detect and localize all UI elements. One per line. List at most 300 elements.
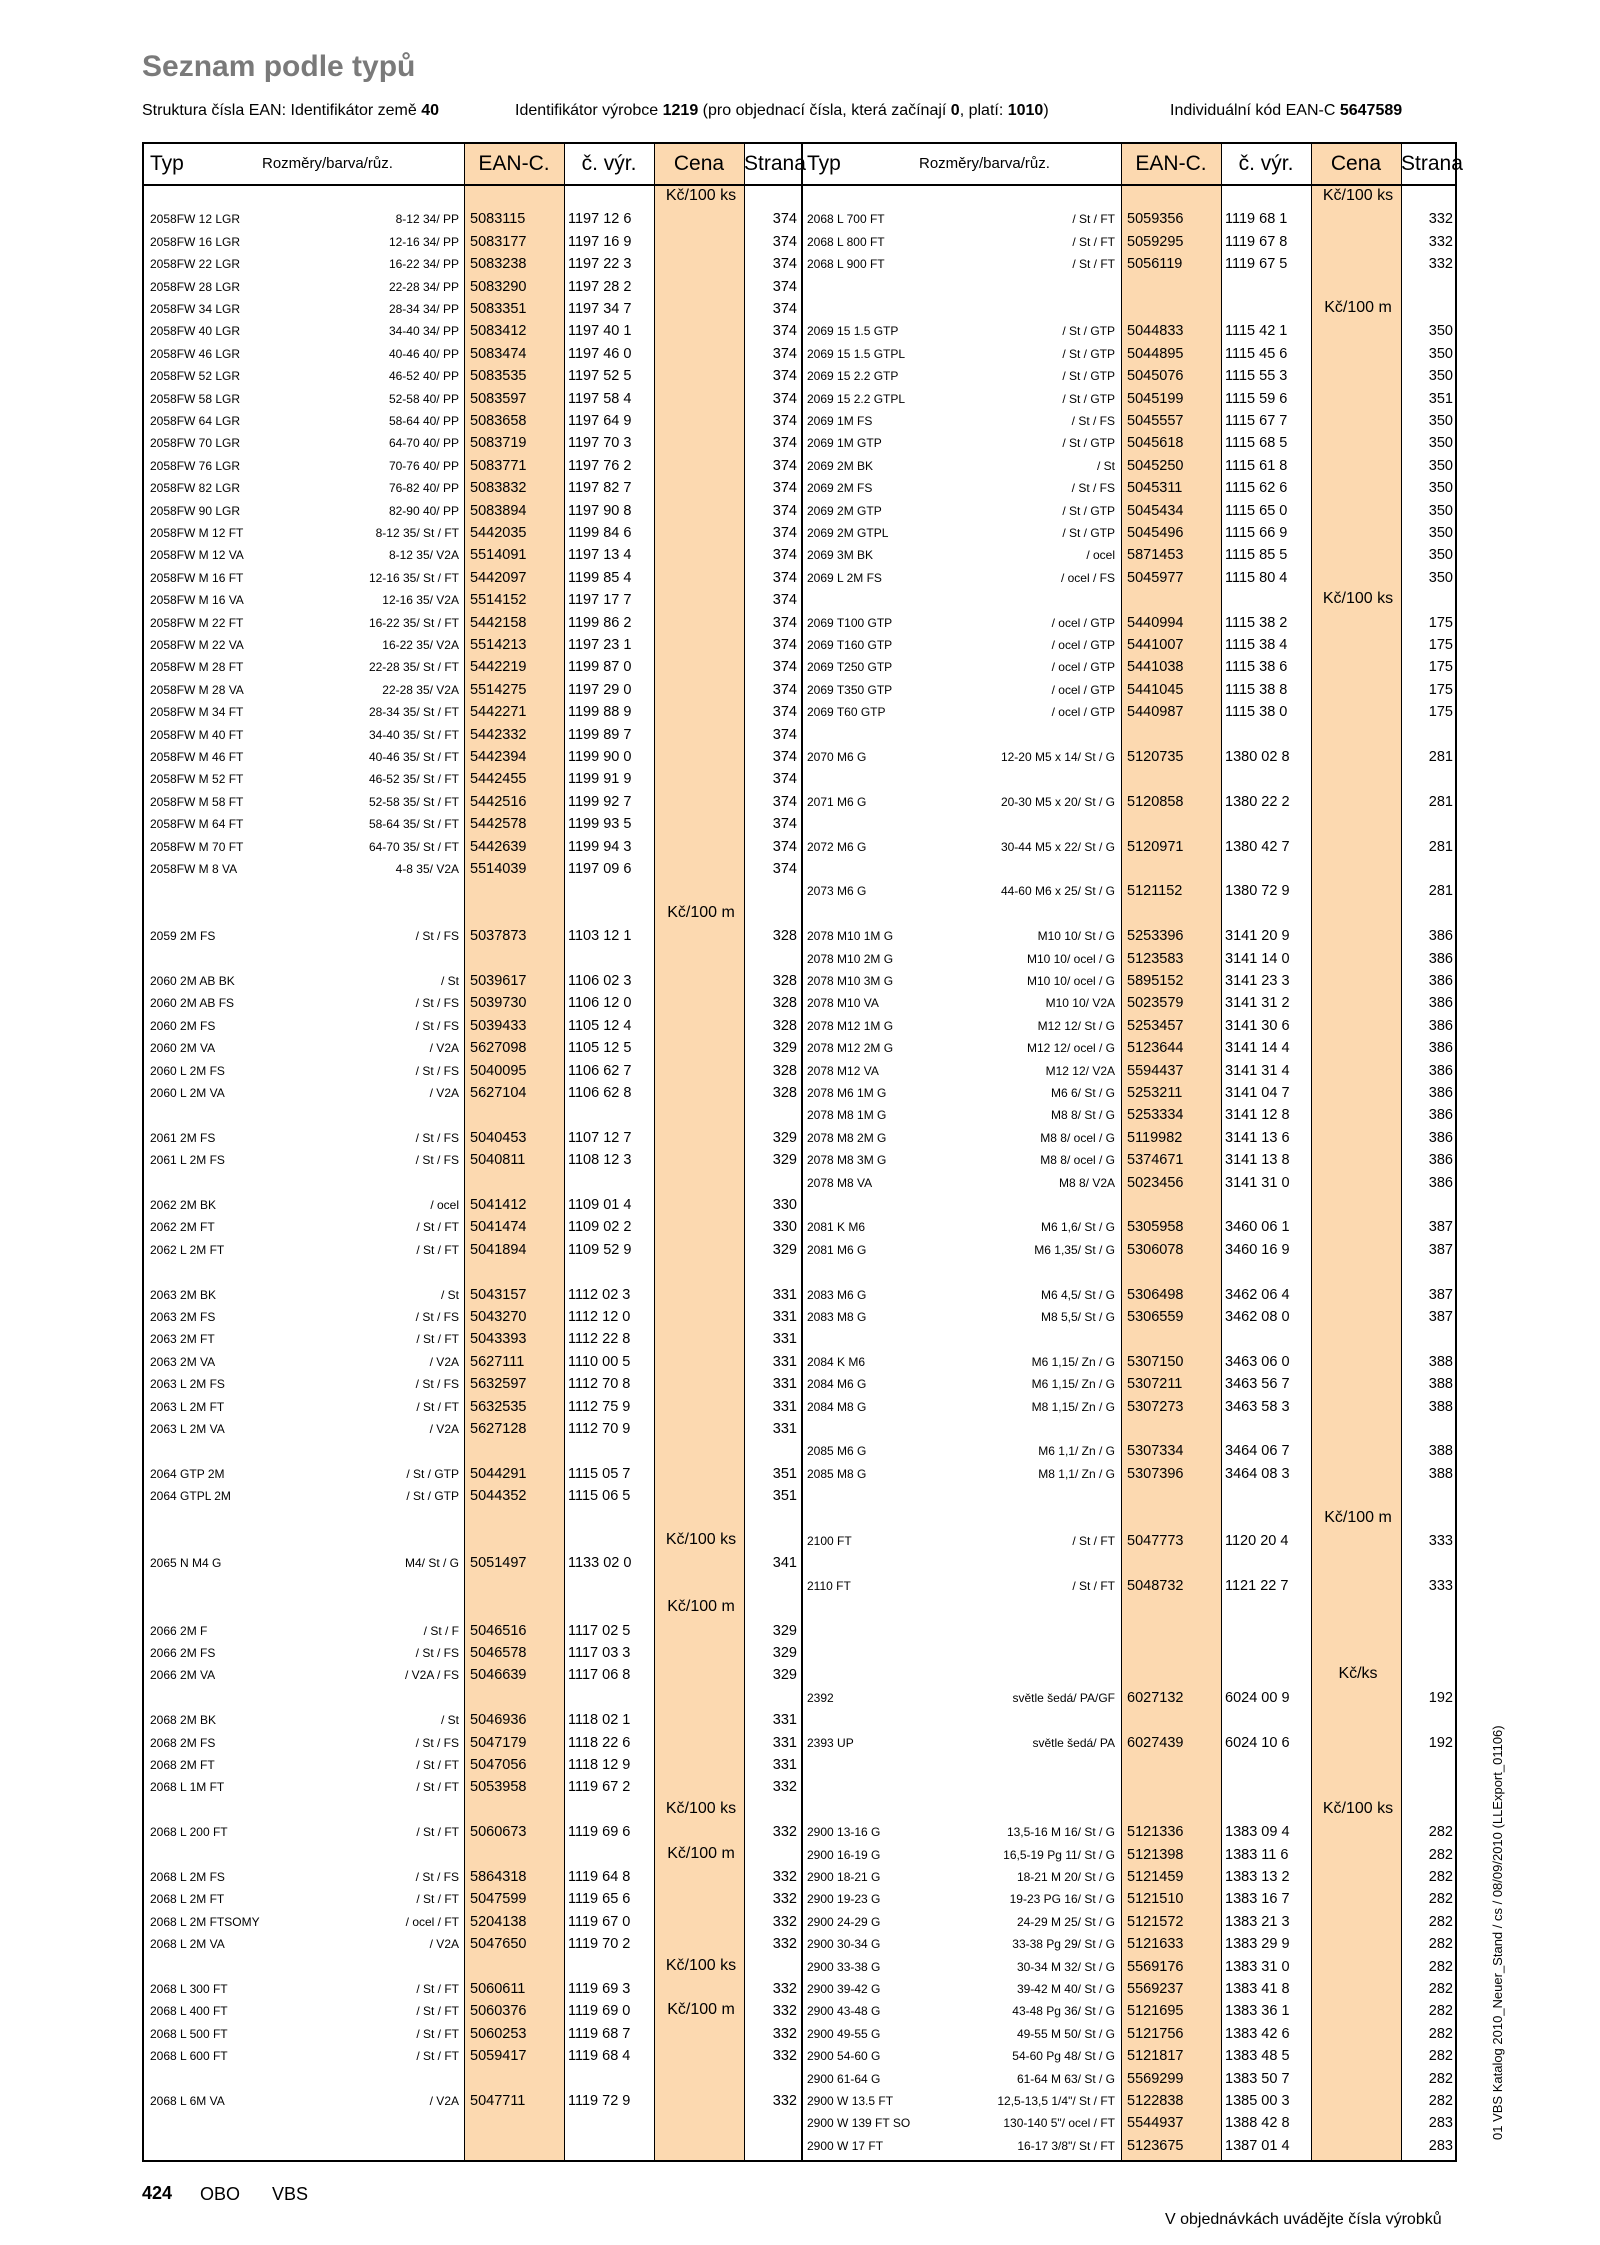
product-dimensions: / St / FT [1072, 1534, 1115, 1548]
table-row [144, 724, 801, 746]
ean-code: 5053958 [470, 1779, 527, 1796]
product-dimensions: / V2A [429, 1937, 459, 1952]
manufacturer-prefix: 0 [950, 102, 960, 119]
product-dimensions: / ocel / FS [1060, 570, 1115, 585]
table-row [144, 701, 801, 723]
table-row [801, 432, 1457, 454]
product-type: 2063 2M FS [150, 1310, 216, 1324]
ean-code: 5083719 [470, 435, 527, 452]
catalog-page: 374 [772, 771, 797, 788]
product-number: 1197 23 1 [568, 637, 632, 653]
product-number: 1119 68 1 [1225, 211, 1288, 228]
product-number: 1199 89 7 [568, 726, 632, 743]
product-type: 2065 N M4 G [150, 1556, 222, 1571]
product-number: 3141 23 3 [1225, 973, 1290, 989]
catalog-page: 374 [772, 861, 797, 877]
product-dimensions: M12 12/ ocel / G [1026, 1041, 1115, 1056]
product-dimensions: 16-22 35/ V2A [382, 638, 459, 652]
ean-code: 5307211 [1127, 1376, 1183, 1393]
product-type: 2058FW 16 LGR [150, 234, 241, 249]
catalog-page: 331 [772, 1421, 797, 1437]
table-row [801, 1687, 1457, 1709]
product-number: 3141 04 7 [1225, 1085, 1290, 1101]
table-header [801, 144, 1463, 186]
product-number: 1197 13 4 [568, 547, 632, 564]
ean-code: 5306559 [1127, 1309, 1184, 1325]
product-dimensions: M10 10/ ocel / G [1026, 974, 1115, 988]
catalog-page: 388 [1428, 1398, 1453, 1415]
table-right-half [801, 144, 1463, 2160]
product-dimensions: 39-42 M 40/ St / G [1016, 1982, 1115, 1996]
table-row [801, 1911, 1457, 1933]
table-row [801, 2045, 1457, 2067]
product-dimensions: 28-34 34/ PP [388, 302, 459, 316]
catalog-page: 283 [1428, 2137, 1453, 2154]
product-number: 1117 02 5 [568, 1622, 631, 1639]
ean-code: 5043157 [470, 1286, 527, 1303]
catalog-page: 282 [1428, 1824, 1453, 1841]
table-row [144, 1709, 801, 1731]
table-row [144, 1216, 801, 1238]
table-row [801, 1127, 1457, 1149]
product-type: 2069 T250 GTP [807, 660, 893, 675]
table-row [144, 544, 801, 566]
catalog-page: 350 [1428, 368, 1453, 385]
ean-code: 5047056 [470, 1757, 527, 1773]
product-type: 2069 2M GTP [807, 503, 882, 518]
product-dimensions: 13,5-16 M 16/ St / G [1006, 1825, 1115, 1840]
product-dimensions: / St / FS [415, 1377, 459, 1392]
ean-code: 5120971 [1127, 838, 1184, 855]
product-type: 2069 2M BK [807, 458, 874, 473]
table-row [144, 455, 801, 477]
product-dimensions: světle šedá/ PA [1032, 1735, 1115, 1750]
table-row [801, 2090, 1457, 2112]
product-dimensions: 130-140 5"/ ocel / FT [1003, 2116, 1115, 2131]
table-row [144, 1620, 801, 1642]
table-row [144, 1664, 801, 1686]
table-row [144, 343, 801, 365]
ean-code: 5627098 [470, 1040, 527, 1057]
product-number: 1103 12 1 [568, 928, 632, 945]
table-row [801, 656, 1457, 678]
product-number: 1106 62 8 [568, 1085, 632, 1101]
catalog-page: 331 [772, 1331, 797, 1348]
product-type: 2900 39-42 G [807, 1982, 881, 1996]
ean-code: 5895152 [1127, 973, 1184, 989]
product-type: 2900 W 17 FT [807, 2138, 884, 2153]
product-number: 1197 09 6 [568, 861, 632, 877]
product-number: 1115 59 6 [1225, 390, 1288, 407]
table-row [144, 500, 801, 522]
catalog-page: 387 [1428, 1241, 1453, 1258]
ean-code: 5039617 [470, 973, 527, 989]
product-type: 2078 M12 1M G [807, 1018, 894, 1033]
ean-code: 5045557 [1127, 413, 1184, 429]
catalog-page: 332 [772, 1891, 797, 1908]
table-row [801, 343, 1457, 365]
catalog-page: 386 [1428, 950, 1453, 967]
product-dimensions: 76-82 40/ PP [388, 481, 459, 496]
ean-code: 5044291 [470, 1465, 527, 1482]
table-row [801, 410, 1457, 432]
catalog-page: 374 [772, 749, 797, 765]
header-page: Strana [1401, 152, 1463, 175]
table-row [144, 1821, 801, 1843]
product-dimensions: 12,5-13,5 1/4"/ St / FT [997, 2094, 1115, 2108]
product-dimensions: 40-46 40/ PP [388, 346, 459, 361]
product-number: 1119 68 4 [568, 2048, 631, 2065]
table-left-half [144, 144, 806, 2160]
table-row [144, 1037, 801, 1059]
table-row [801, 1888, 1457, 1910]
ean-code: 5441007 [1127, 637, 1184, 653]
catalog-page: 332 [772, 1869, 797, 1885]
product-dimensions: / St / FS [415, 1153, 459, 1168]
catalog-page: 374 [772, 301, 797, 317]
ean-code: 5544937 [1127, 2115, 1184, 2132]
product-dimensions: 16-22 35/ St / FT [368, 615, 459, 630]
ean-code: 5123644 [1127, 1040, 1184, 1057]
product-dimensions: / St / GTP [1062, 369, 1115, 384]
catalog-page: 328 [772, 973, 797, 989]
product-type: 2069 15 2.2 GTPL [807, 391, 906, 406]
product-number: 3141 13 8 [1225, 1152, 1290, 1169]
product-type: 2083 M6 G [807, 1287, 867, 1302]
table-row [144, 656, 801, 678]
table-row [144, 388, 801, 410]
product-dimensions: 46-52 40/ PP [388, 369, 459, 384]
catalog-page: 387 [1428, 1286, 1453, 1303]
product-dimensions: 44-60 M6 x 25/ St / G [1000, 884, 1115, 899]
catalog-page: 374 [772, 368, 797, 385]
ean-code: 5121695 [1127, 2003, 1184, 2020]
product-number: 1117 06 8 [568, 1667, 631, 1684]
ean-code: 5047599 [470, 1891, 527, 1908]
catalog-page: 329 [772, 1622, 797, 1639]
header-typ: Typ [807, 152, 841, 175]
product-number: 3462 06 4 [1225, 1286, 1290, 1303]
product-type: 2069 L 2M FS [807, 570, 882, 585]
product-type: 2069 T350 GTP [807, 682, 893, 697]
product-type: 2064 GTPL 2M [150, 1489, 231, 1504]
product-type: 2900 18-21 G [807, 1870, 881, 1884]
table-row [144, 970, 801, 992]
table-row [144, 1776, 801, 1798]
product-number: 3141 14 0 [1225, 950, 1290, 967]
table-row [801, 253, 1457, 275]
catalog-page: 386 [1428, 1085, 1453, 1101]
product-dimensions: / ocel / GTP [1051, 615, 1115, 630]
product-number: 1197 52 5 [568, 368, 632, 385]
product-type: 2060 2M VA [150, 1041, 216, 1056]
product-type: 2058FW 64 LGR [150, 414, 241, 428]
catalog-page: 386 [1428, 928, 1453, 945]
product-number: 1118 02 1 [568, 1712, 631, 1729]
product-dimensions: 82-90 40/ PP [388, 503, 459, 518]
product-type: 2084 M8 G [807, 1399, 867, 1414]
header-dimensions: Rozměry/barva/růz. [919, 155, 1050, 172]
catalog-page: 386 [1428, 1107, 1453, 1124]
catalog-page: 374 [772, 704, 797, 721]
catalog-page: 374 [772, 480, 797, 497]
product-type: 2069 15 2.2 GTP [807, 369, 899, 384]
catalog-page: 331 [772, 1309, 797, 1325]
catalog-page: 388 [1428, 1353, 1453, 1370]
catalog-page: 329 [772, 1040, 797, 1057]
catalog-page: 386 [1428, 1152, 1453, 1169]
product-type: 2078 M8 3M G [807, 1153, 887, 1168]
product-dimensions: M6 1,6/ St / G [1040, 1220, 1115, 1235]
ean-code: 5442639 [470, 838, 527, 855]
table-row [144, 589, 801, 611]
product-type: 2063 L 2M FS [150, 1377, 225, 1392]
header-price: Cena [1330, 152, 1382, 175]
table-row [801, 2023, 1457, 2045]
product-type: 2068 L 6M VA [150, 2094, 225, 2108]
product-type: 2058FW M 34 FT [150, 705, 244, 720]
table-row [801, 1351, 1457, 1373]
ean-code: 5047711 [470, 2093, 526, 2109]
product-type: 2069 T160 GTP [807, 638, 893, 652]
product-number: 1197 58 4 [568, 390, 632, 407]
product-dimensions: / St / FT [1072, 234, 1115, 249]
product-number: 1388 42 8 [1225, 2115, 1290, 2132]
ean-code: 5632597 [470, 1376, 527, 1393]
ean-code: 5040811 [470, 1152, 526, 1169]
ean-code: 5056119 [1127, 256, 1183, 273]
product-type: 2058FW M 58 FT [150, 794, 244, 809]
product-number: 1115 05 7 [568, 1465, 631, 1482]
table-row [801, 1037, 1457, 1059]
catalog-page: 332 [772, 1913, 797, 1930]
catalog-page: 282 [1428, 2070, 1453, 2087]
product-number: 1383 36 1 [1225, 2003, 1290, 2020]
manufacturer-note: (pro objednací čísla, která začínají [698, 102, 951, 119]
product-type: 2058FW 90 LGR [150, 503, 241, 518]
product-type: 2058FW 12 LGR [150, 212, 241, 227]
page-number: 424 [142, 2183, 173, 2203]
product-type: 2900 30-34 G [807, 1937, 881, 1952]
product-type: 2069 T100 GTP [807, 615, 893, 630]
ean-code: 5307273 [1127, 1398, 1184, 1415]
ean-code: 5045618 [1127, 435, 1184, 452]
product-dimensions: 12-16 35/ St / FT [368, 570, 459, 585]
product-number: 1199 88 9 [568, 704, 632, 721]
product-dimensions: / St [1096, 458, 1115, 473]
ean-code: 5569299 [1127, 2070, 1184, 2087]
ean-code: 5627111 [470, 1353, 525, 1370]
product-number: 3141 31 2 [1225, 995, 1290, 1012]
ean-code: 5083351 [470, 301, 527, 317]
product-number: 1115 61 8 [1225, 457, 1288, 474]
product-type: 2058FW 82 LGR [150, 481, 241, 496]
catalog-page: 350 [1428, 413, 1453, 429]
manufacturer-code2: 1010 [1007, 102, 1044, 119]
catalog-page: 332 [1428, 256, 1453, 273]
product-type: 2900 13-16 G [807, 1825, 881, 1840]
product-type: 2069 3M BK [807, 548, 874, 563]
table-row [144, 1978, 801, 2000]
product-dimensions: 52-58 35/ St / FT [368, 794, 459, 809]
header-ean: EAN-C. [478, 152, 550, 175]
product-type: 2085 M6 G [807, 1444, 867, 1459]
catalog-page: 374 [772, 681, 797, 698]
product-dimensions: / St / FS [415, 1018, 459, 1033]
product-number: 1197 34 7 [568, 301, 632, 317]
catalog-page: 387 [1428, 1219, 1453, 1236]
table-row [144, 791, 801, 813]
product-dimensions: / St / FS [1071, 481, 1115, 496]
product-dimensions: M6 1,15/ Zn / G [1031, 1354, 1115, 1369]
product-type: 2058FW M 8 VA [150, 862, 238, 876]
product-type: 2062 2M FT [150, 1220, 215, 1235]
product-number: 3141 12 8 [1225, 1107, 1290, 1124]
ean-code: 5121459 [1127, 1869, 1184, 1885]
ean-code: 5569237 [1127, 1981, 1184, 1997]
catalog-page: 374 [772, 345, 797, 362]
catalog-page: 331 [772, 1376, 797, 1393]
ean-code: 5060611 [470, 1981, 526, 1997]
ean-code: 5374671 [1127, 1152, 1184, 1169]
ean-code: 5120735 [1127, 749, 1184, 765]
ean-code: 5046516 [470, 1622, 527, 1639]
header-ean: EAN-C. [1135, 152, 1207, 175]
product-dimensions: / V2A [429, 1041, 459, 1056]
product-type: 2068 L 2M FS [150, 1870, 225, 1884]
product-number: 1115 67 7 [1225, 413, 1288, 429]
table-row [801, 1172, 1457, 1194]
catalog-page: 351 [1428, 390, 1453, 407]
catalog-page: 374 [772, 592, 797, 609]
catalog-page: 332 [772, 1936, 797, 1953]
product-number: 1387 01 4 [1225, 2137, 1290, 2154]
product-number: 1119 67 8 [1225, 233, 1288, 250]
catalog-page: 332 [772, 1779, 797, 1796]
ean-code: 5043270 [470, 1309, 527, 1325]
ean-code: 5047773 [1127, 1533, 1184, 1549]
product-type: 2060 2M AB FS [150, 996, 235, 1011]
product-type: 2068 L 800 FT [807, 234, 885, 249]
price-unit-label: Kč/100 ks [665, 187, 737, 204]
product-number: 1119 64 8 [568, 1869, 631, 1885]
ean-code: 5121510 [1127, 1891, 1184, 1908]
catalog-page: 341 [772, 1555, 797, 1572]
catalog-page: 350 [1428, 435, 1453, 452]
product-type: 2900 W 139 FT SO [807, 2116, 911, 2131]
product-type: 2063 L 2M FT [150, 1399, 225, 1414]
product-dimensions: 8-12 34/ PP [395, 212, 459, 227]
product-dimensions: / V2A [429, 1354, 459, 1369]
ean-code: 5121572 [1127, 1913, 1184, 1930]
product-number: 3464 06 7 [1225, 1443, 1290, 1460]
product-type: 2064 GTP 2M [150, 1466, 225, 1481]
product-dimensions: / St [440, 974, 459, 988]
catalog-page: 374 [772, 637, 797, 653]
product-number: 1106 02 3 [568, 973, 632, 989]
product-dimensions: / ocel / GTP [1051, 660, 1115, 675]
ean-code: 5083832 [470, 480, 527, 497]
product-number: 3141 13 6 [1225, 1129, 1290, 1146]
table-row [801, 2068, 1457, 2090]
ean-code: 5045250 [1127, 457, 1184, 474]
product-number: 1383 41 8 [1225, 1981, 1290, 1997]
country-label: Struktura čísla EAN: Identifikátor země [142, 102, 422, 119]
product-number: 1108 12 3 [568, 1152, 632, 1169]
product-number: 1199 87 0 [568, 659, 632, 676]
ean-code: 5871453 [1127, 547, 1184, 564]
table-row [144, 634, 801, 656]
product-type: 2066 2M F [150, 1623, 208, 1638]
catalog-page: 374 [772, 413, 797, 429]
product-dimensions: 20-30 M5 x 20/ St / G [1000, 794, 1115, 809]
table-row [801, 1216, 1457, 1238]
country-code: 40 [421, 102, 440, 119]
product-dimensions: 58-64 40/ PP [388, 414, 459, 428]
product-dimensions: / St / FT [416, 1399, 459, 1414]
product-number: 1115 38 8 [1225, 681, 1288, 698]
catalog-page: 388 [1428, 1465, 1453, 1482]
ean-code: 5253211 [1127, 1085, 1183, 1101]
product-number: 1105 12 5 [568, 1040, 632, 1057]
product-type: 2068 L 2M FTSOMY [150, 1914, 260, 1929]
product-type: 2900 49-55 G [807, 2026, 881, 2041]
catalog-page: 328 [772, 1062, 797, 1079]
table-row [144, 813, 801, 835]
ean-code: 5442516 [470, 793, 527, 810]
product-type: 2061 L 2M FS [150, 1153, 225, 1168]
ean-code: 5083771 [470, 457, 527, 474]
table-row [144, 679, 801, 701]
product-number: 1112 70 8 [568, 1376, 631, 1393]
product-dimensions: M10 10/ ocel / G [1026, 951, 1115, 966]
ean-code: 5627128 [470, 1421, 527, 1437]
product-type: 2078 M10 2M G [807, 951, 894, 966]
product-type: 2060 2M FS [150, 1018, 216, 1033]
table-row [801, 1015, 1457, 1037]
product-type: 2058FW 40 LGR [150, 324, 241, 339]
product-type: 2069 2M GTPL [807, 526, 889, 540]
product-dimensions: / St / FT [1072, 1578, 1115, 1593]
catalog-page: 374 [772, 233, 797, 250]
product-dimensions: / V2A [429, 2094, 459, 2108]
product-number: 1197 90 8 [568, 502, 632, 519]
ean-code: 5059417 [470, 2048, 527, 2065]
catalog-page: 283 [1428, 2115, 1453, 2132]
product-number: 1119 72 9 [568, 2093, 631, 2109]
header-product-number: č. výr. [1238, 152, 1294, 175]
product-number: 1119 65 6 [568, 1891, 631, 1908]
ean-code: 5083658 [470, 413, 527, 429]
product-number: 1383 50 7 [1225, 2070, 1290, 2087]
ean-code: 5123583 [1127, 950, 1184, 967]
product-dimensions: 12-16 34/ PP [388, 234, 459, 249]
product-dimensions: M6 1,1/ Zn / G [1038, 1444, 1115, 1459]
product-number: 1197 16 9 [568, 233, 632, 250]
table-row [801, 1732, 1457, 1754]
table-row [801, 1284, 1457, 1306]
product-type: 2063 L 2M VA [150, 1422, 225, 1436]
product-type: 2066 2M VA [150, 1668, 216, 1683]
product-type: 2069 1M GTP [807, 436, 882, 451]
product-number: 1199 90 0 [568, 749, 632, 765]
product-dimensions: / St [440, 1713, 459, 1728]
ean-code: 5047179 [470, 1734, 527, 1751]
ean-code: 5307334 [1127, 1443, 1184, 1460]
catalog-page: 282 [1428, 1913, 1453, 1930]
table-row [801, 1530, 1457, 1552]
product-number: 3463 06 0 [1225, 1353, 1290, 1370]
